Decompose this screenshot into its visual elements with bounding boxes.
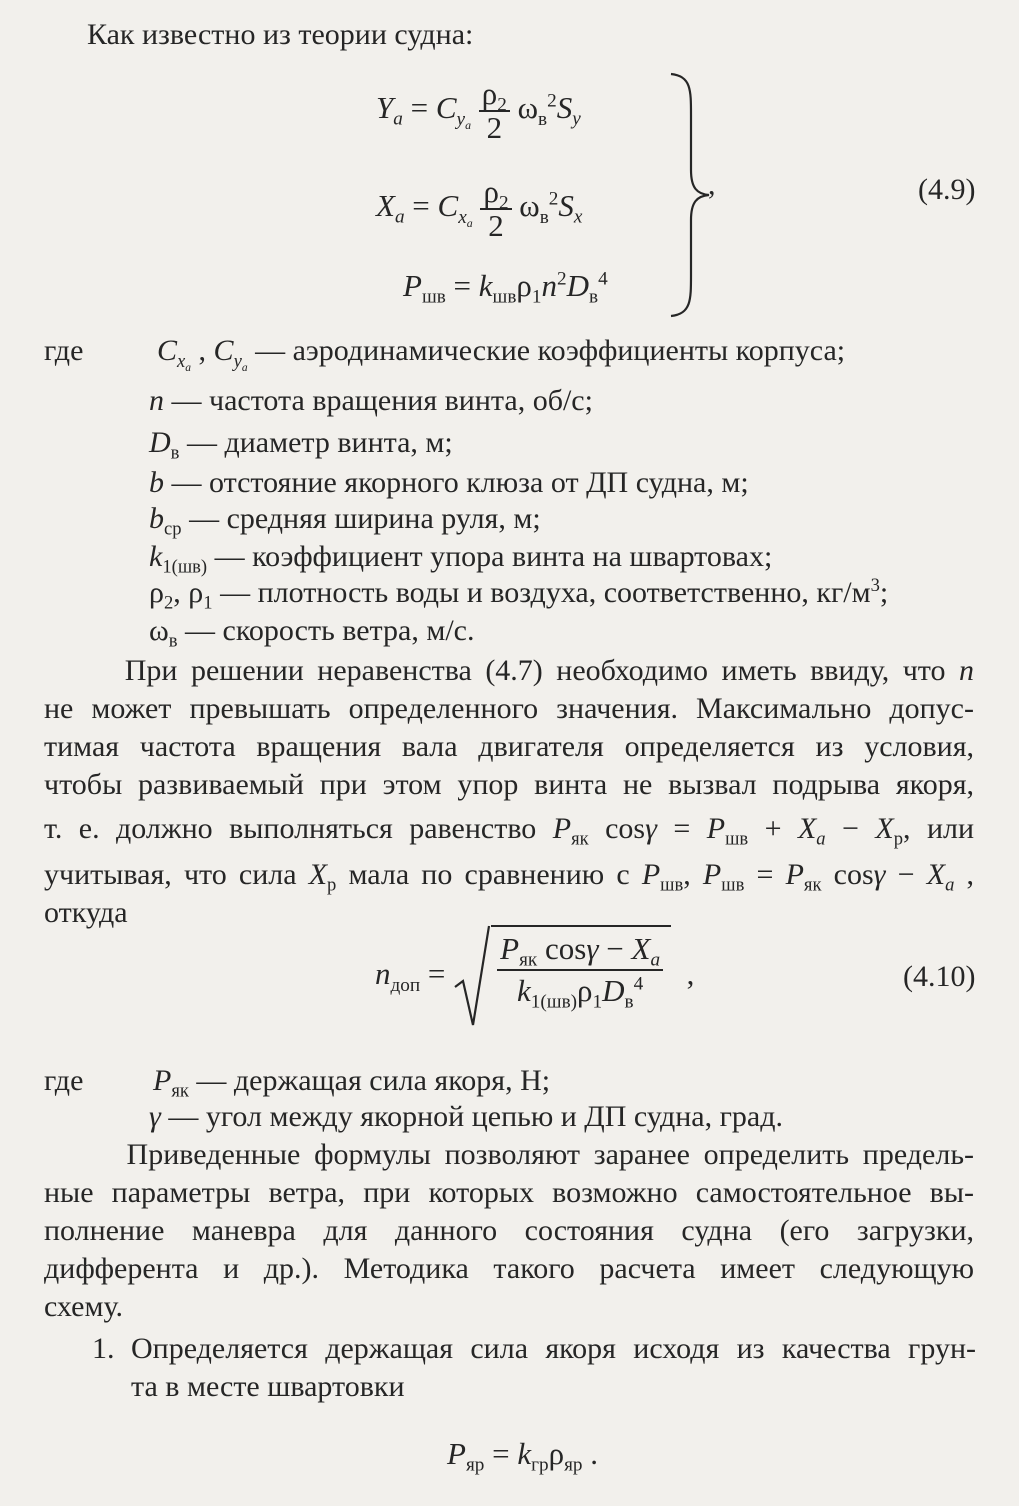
equation-xa: $X_a = C_{x_a}$ $\frac{\rho_2}{2}$ $\omega_в^2S_x$ — [376, 174, 583, 243]
paragraph-2-line-3: полнение маневра для данного состояния судна (его загрузки, — [44, 1214, 974, 1247]
equation-n-dop: $n_{доп}$ = $\frac{P_{як} \cos\gamma - X_a}{k_{1(шв)}\rho_1D_в^4}$ , — [375, 925, 694, 1029]
paragraph-1-line-1: При решении неравенства (4.7) необходимо иметь ввиду, что n — [124, 654, 974, 687]
definition-k1: $k_{1(шв)}$ — коэффициент упора винта на швартовах; — [149, 540, 773, 578]
paragraph-1-line-7: откуда — [44, 896, 128, 929]
equation-ya: $Y_a = C_{y_a}$ $\frac{\rho_2}{2}$ $\omega_в^2S_y$ — [376, 76, 581, 145]
paragraph-1-line-2: не может превышать определенного значения. Максимально допус- — [44, 692, 974, 725]
definition-rho: $\rho_2$, $\rho_1$ — плотность воды и воздуха, соответственно, $кг/м^3$; — [149, 574, 889, 614]
equation-number-4-10: (4.10) — [903, 960, 976, 993]
square-root-icon — [453, 925, 491, 1029]
where-label: где — [44, 334, 84, 367]
definition-bcp: $b_{ср}$ — средняя ширина руля, м; — [149, 502, 541, 540]
definition-gamma: γ — угол между якорной цепью и ДП судна, град. — [149, 1100, 783, 1133]
list-item-number: 1. — [92, 1332, 115, 1365]
definition-pyak: $P_{як}$ — держащая сила якоря, Н; — [153, 1064, 551, 1102]
equation-pyar: $P_{яр} = k_{гр}\rho_{яр}$ . — [447, 1436, 599, 1476]
definition-b: b — отстояние якорного клюза от ДП судна, м; — [149, 466, 749, 499]
definition-dv: $D_в$ — диаметр винта, м; — [149, 426, 453, 464]
equation-number-4-9: (4.9) — [918, 173, 976, 206]
paragraph-2-line-4: дифферента и др.). Методика такого расчета имеет следующую — [44, 1252, 974, 1285]
equation-psh: $P_{шв} = k_{шв}\rho_1n^2D_в^4$ — [403, 268, 608, 308]
paragraph-1-line-3: тимая частота вращения вала двигателя определяется из условия, — [44, 730, 974, 763]
definition-n: n — частота вращения винта, об/с; — [149, 384, 593, 417]
definition-omega: $\omega_в$ — скорость ветра, м/с. — [149, 614, 475, 652]
paragraph-2-line-1: Приведенные формулы позволяют заранее определить предель- — [126, 1138, 974, 1171]
paragraph-1-line-6: учитывая, что сила $X_р$ мала по сравнению с $P_{шв}$, $P_{шв} = P_{як}$ $\cos\gamma - X_a$ , — [44, 858, 975, 896]
paragraph-2-line-5: схему. — [44, 1290, 123, 1323]
paragraph-1-line-4: чтобы развиваемый при этом упор винта не вызвал подрыва якоря, — [44, 768, 974, 801]
where-label-2: где — [44, 1064, 84, 1097]
definition-cxa-cya: $C_{x_a}$ , $C_{y_a}$ — аэродинамические коэффициенты корпуса; — [157, 334, 846, 374]
paragraph-2-line-2: ные параметры ветра, при которых возможно самостоятельное вы- — [44, 1176, 974, 1209]
list-item-line-1: Определяется держащая сила якоря исходя из качества грун- — [131, 1332, 976, 1365]
list-item-line-2: та в месте швартовки — [131, 1370, 405, 1403]
paragraph-1-line-5: т. е. должно выполняться равенство $P_{як}$ $\cos\gamma = P_{шв} + X_a - X_р$, или — [44, 812, 975, 850]
comma: , — [708, 168, 716, 201]
intro-text: Как известно из теории судна: — [87, 18, 474, 51]
